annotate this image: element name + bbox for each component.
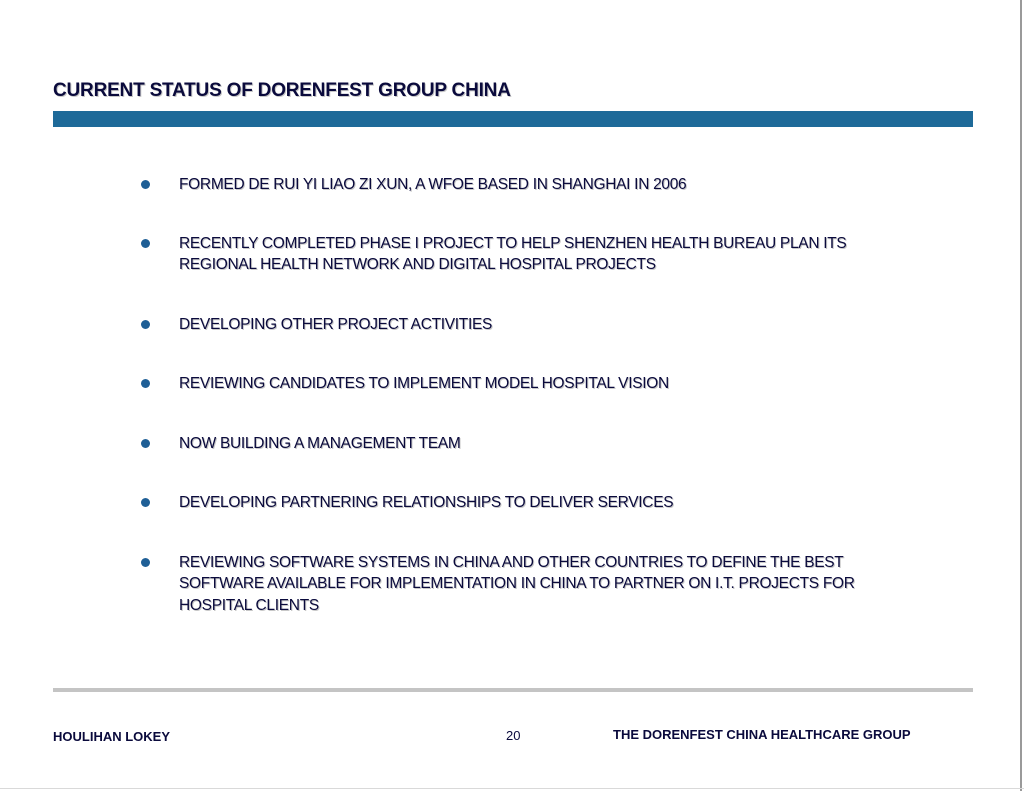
bullet-text: DEVELOPING OTHER PROJECT ACTIVITIES [179,315,493,333]
bullet-dot-icon [141,498,150,507]
bullet-text: REVIEWING SOFTWARE SYSTEMS IN CHINA AND OTHER COUNTRIES TO DEFINE THE BEST SOFTWARE AVAILABLE FOR IMPLEMENTATION IN CHINA TO PARTNER ON I.T. PROJECTS FOR HOSPITAL CLIENTS [179,553,855,614]
bullet-dot-icon [141,180,150,189]
bullet-item [140,174,880,196]
footer-company-left: HOULIHAN LOKEY [53,729,170,744]
bullet-item [140,233,880,276]
bullet-text: FORMED DE RUI YI LIAO ZI XUN, A WFOE BASED IN SHANGHAI IN 2006 [179,176,687,193]
bullet-dot-icon [141,558,150,567]
bullet-item [140,492,880,514]
slide-title: CURRENT STATUS OF DORENFEST GROUP CHINA [53,80,511,101]
bullet-text: REVIEWING CANDIDATES TO IMPLEMENT MODEL HOSPITAL VISION [179,375,669,392]
footer-company-right: THE DORENFEST CHINA HEALTHCARE GROUP [613,727,911,742]
bullet-text: RECENTLY COMPLETED PHASE I PROJECT TO HELP SHENZHEN HEALTH BUREAU PLAN ITS REGIONAL HEALTH NETWORK AND DIGITAL HOSPITAL PROJECTS [179,234,847,273]
bullet-dot-icon [141,239,150,248]
page-edge-bottom [0,788,1024,789]
page-edge-right [1020,0,1022,791]
footer-divider [53,688,973,692]
bullet-list [140,174,880,616]
bullet-item [140,373,880,395]
bullet-text: DEVELOPING PARTNERING RELATIONSHIPS TO DELIVER SERVICES [179,494,674,511]
bullet-item [140,552,880,617]
bullet-dot-icon [141,379,150,388]
page-number: 20 [506,728,521,743]
bullet-text: NOW BUILDING A MANAGEMENT TEAM [179,434,461,452]
bullet-dot-icon [141,439,150,448]
bullet-item [140,433,880,455]
bullet-dot-icon [141,320,150,329]
title-accent-bar [53,111,973,127]
bullet-item [140,314,880,336]
